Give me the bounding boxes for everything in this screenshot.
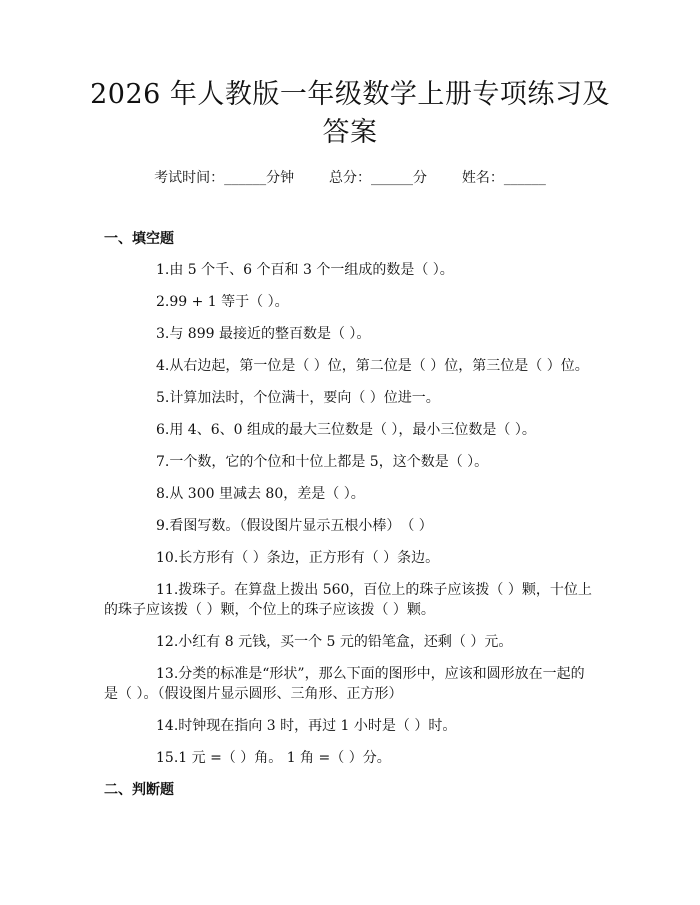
time-unit: 分钟 [266,170,295,186]
question-number: 8. [156,486,170,502]
question-number: 4. [156,358,170,374]
question-text: 由 5 个千、6 个百和 3 个一组成的数是（ ）。 [169,262,454,278]
time-label: 考试时间： [154,170,225,186]
question-text: 长方形有（ ）条边，正方形有（ ）条边。 [178,550,440,566]
name-label: 姓名： [461,170,504,186]
question-item [104,716,596,736]
question-text: 99 + 1 等于（ ）。 [169,294,289,310]
question-text: 小红有 8 元钱，买一个 5 元的铅笔盒，还剩（ ）元。 [178,634,513,650]
question-text: 从 300 里减去 80，差是（ ）。 [169,486,365,502]
question-text: 一个数，它的个位和十位上都是 5，这个数是（ ）。 [169,454,489,470]
question-text: 计算加法时，个位满十，要向（ ）位进一。 [169,390,440,406]
question-item [104,356,596,376]
score-blank: ______ [371,170,413,186]
section-heading-true-false: 二、判断题 [104,782,174,798]
question-item [104,292,596,312]
question-number: 14. [156,718,179,734]
question-number: 11. [156,582,179,598]
question-item [104,664,596,704]
page-title: 2026 年人教版一年级数学上册专项练习及答案 [90,79,610,148]
question-item [104,516,596,536]
question-number: 3. [156,326,170,342]
question-number: 9. [156,518,170,534]
question-number: 10. [156,550,179,566]
question-text: 时钟现在指向 3 时，再过 1 小时是（ ）时。 [178,718,457,734]
question-item [104,484,596,504]
question-item [104,548,596,568]
question-number: 7. [156,454,170,470]
section-heading-fill-blank: 一、填空题 [104,231,174,247]
question-item [104,580,596,620]
question-item [104,748,596,768]
question-text: 与 899 最接近的整百数是（ ）。 [169,326,371,342]
question-number: 6. [156,422,170,438]
score-label: 总分： [329,170,371,186]
question-text: 从右边起，第一位是（ ）位，第二位是（ ）位，第三位是（ ）位。 [169,358,589,374]
question-item [104,420,596,440]
score-unit: 分 [413,170,427,186]
question-number: 5. [156,390,170,406]
question-text: 用 4、6、0 组成的最大三位数是（ ），最小三位数是（ ）。 [169,422,536,438]
exam-info-line [0,168,700,188]
question-item [104,324,596,344]
question-item [104,452,596,472]
question-item [104,632,596,652]
question-item [104,260,596,280]
question-number: 13. [156,666,179,682]
question-text: 看图写数。（假设图片显示五根小棒） （ ） [169,518,433,534]
question-number: 15. [156,750,179,766]
time-blank: ______ [224,170,267,186]
question-text: 拨珠子。在算盘上拨出 560，百位上的珠子应该拨（ ）颗，十位上的珠子应该拨（ ）颗，个位上的珠子应该拨（ ）颗。 [104,582,592,618]
question-number: 2. [156,294,170,310]
question-number: 1. [156,262,170,278]
question-text: 1 元 =（ ）角。 1 角 =（ ）分。 [178,750,391,766]
name-blank: ______ [503,170,546,186]
question-number: 12. [156,634,179,650]
question-text: 分类的标准是“形状”，那么下面的图形中，应该和圆形放在一起的是（ ）。（假设图片显示圆形、三角形、正方形） [104,666,585,702]
question-item [104,388,596,408]
